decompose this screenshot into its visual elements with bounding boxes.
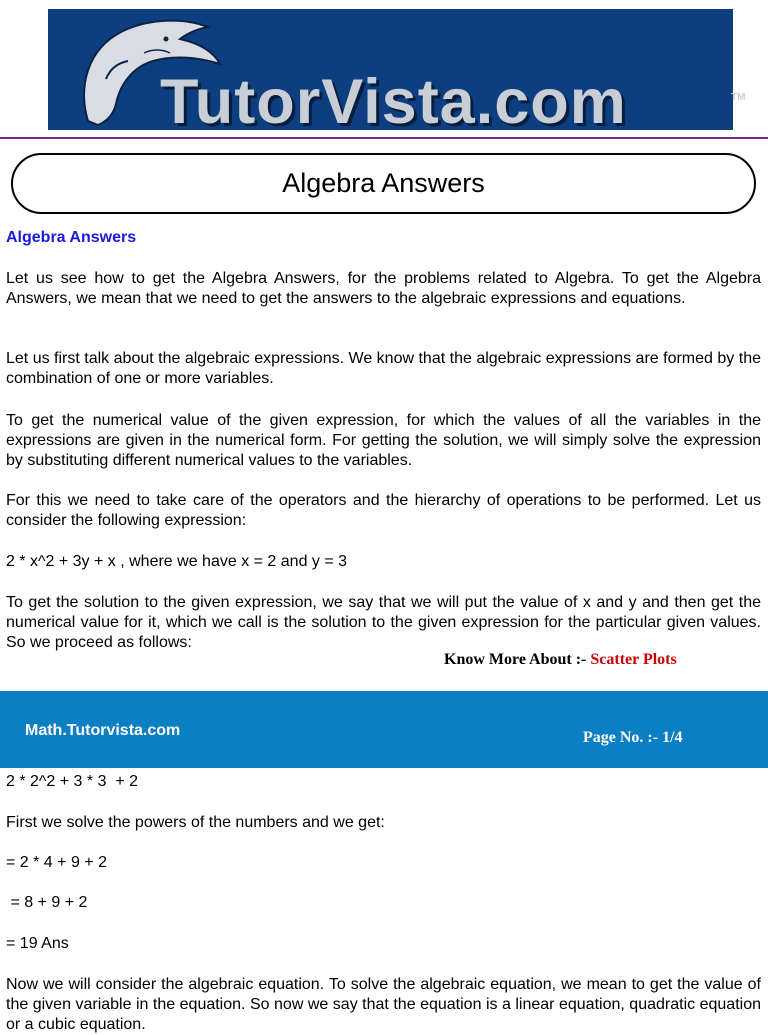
know-more-label: Know More About :- [444,651,591,668]
calc-line: = 19 Ans [6,935,69,952]
header-banner [48,9,746,137]
paragraph: Let us first talk about the algebraic expressions. We know that the algebraic expressions are formed by the combination of one or more variables. [6,350,761,387]
calc-line: = 8 + 9 + 2 [6,894,88,911]
paragraph: For this we need to take care of the operators and the hierarchy of operations to be performed. Let us consider the following expression: [6,492,761,529]
scatter-plots-link[interactable]: Scatter Plots [590,651,677,668]
page-title: Algebra Answers [282,168,485,198]
paragraph-block-2 [6,349,761,389]
paragraph-block-1 [6,269,761,309]
brand-wordmark: TutorVista.com [160,67,627,137]
paragraph: Let us see how to get the Algebra Answers, for the problems related to Algebra. To get the Algebra Answers, we mean that we need to get the answers to the algebraic expressions and equations. [6,270,761,307]
section-heading: Algebra Answers [6,229,137,246]
footer-bar [0,691,768,768]
paragraph-block-3 [6,411,761,471]
calc-line: 2 * 2^2 + 3 * 3 + 2 [6,773,139,790]
page-number: Page No. :- 1/4 [583,729,683,746]
expression-line [6,552,761,572]
paragraph-block-4 [6,491,761,531]
calc-line: = 2 * 4 + 9 + 2 [6,854,107,871]
paragraph-block-closing [6,975,761,1035]
paragraph: To get the solution to the given expression, we say that we will put the value of x and y and then get the numerical value for it, which we call is the solution to the given expression for the particular given values. So we proceed as follows: [6,594,761,651]
title-box [11,153,756,214]
divider-line [0,137,768,139]
paragraph-block-6 [6,593,761,653]
trademark-mark: TM [731,92,746,103]
paragraph: To get the numerical value of the given expression, for which the values of all the variables in the expressions are given in the numerical form. For getting the solution, we will simply solve the expression by substituting different numerical values to the variables. [6,412,761,469]
expression: 2 * x^2 + 3y + x , where we have x = 2 and y = 3 [6,553,348,570]
know-more [444,651,677,669]
paragraph: Now we will consider the algebraic equation. To solve the algebraic equation, we mean to get the value of the given variable in the equation. So now we say that the equation is a linear equation, quadratic equation or a cubic equation. [6,976,761,1033]
calc-line: First we solve the powers of the numbers and we get: [6,814,385,831]
site-name: Math.Tutorvista.com [25,722,181,739]
